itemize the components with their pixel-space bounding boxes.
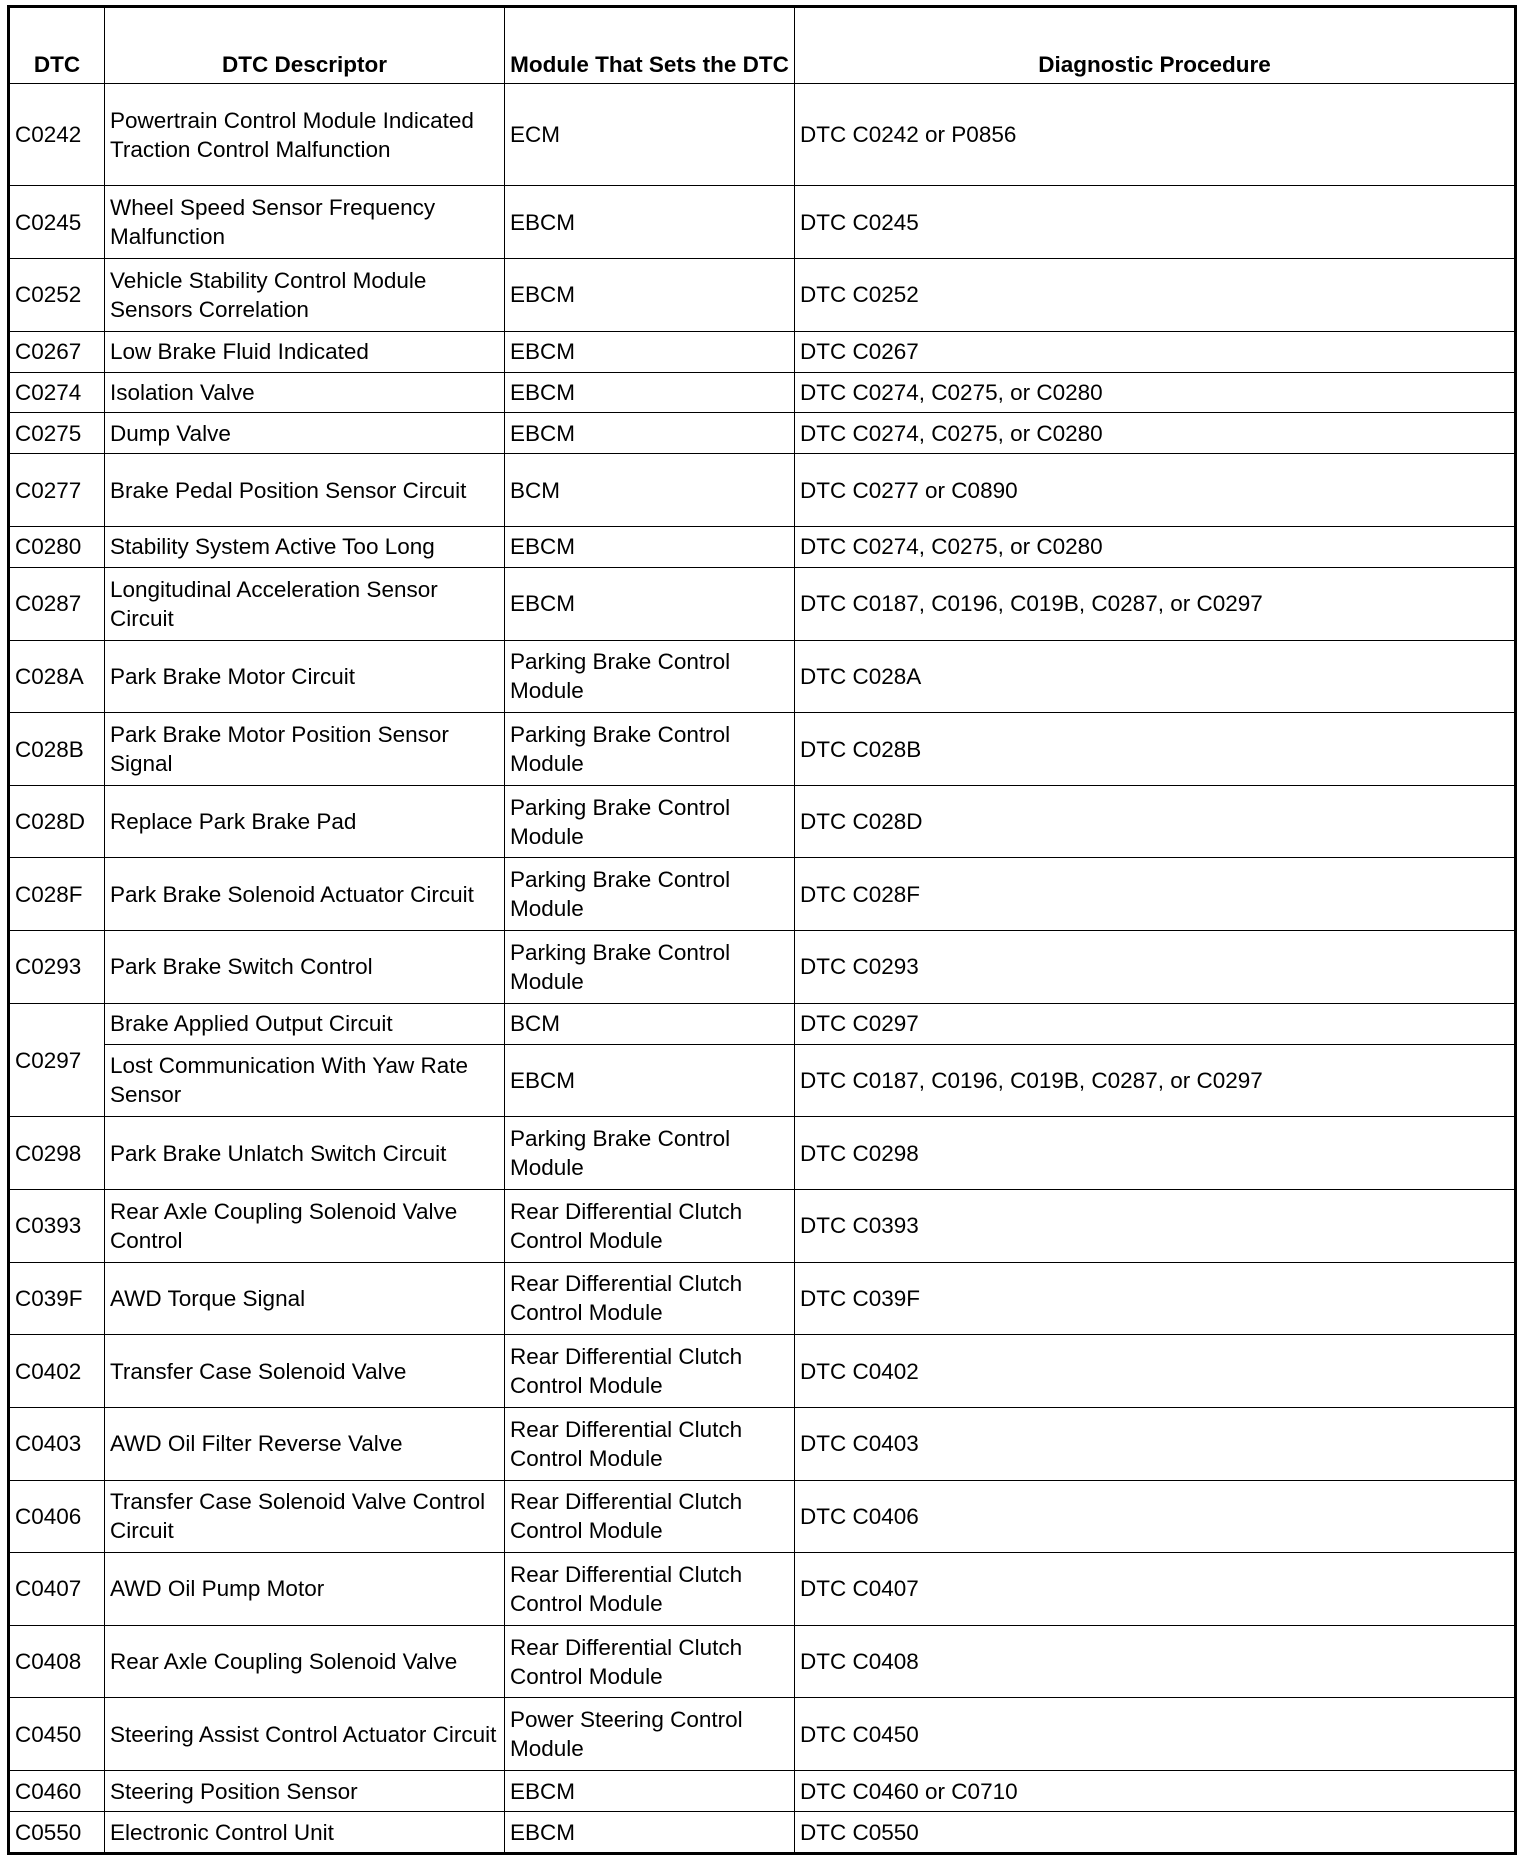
table-row xyxy=(9,1003,1516,1044)
cell-procedure: DTC C0393 xyxy=(795,1189,1516,1262)
cell-module: Parking Brake Control Module xyxy=(505,713,795,786)
cell-module: EBCM xyxy=(505,186,795,259)
cell-procedure: DTC C028F xyxy=(795,858,1516,931)
header-module: Module That Sets the DTC xyxy=(505,7,795,84)
cell-dtc: C028F xyxy=(9,858,105,931)
cell-descriptor: Park Brake Motor Position Sensor Signal xyxy=(105,713,505,786)
cell-procedure: DTC C0460 or C0710 xyxy=(795,1771,1516,1812)
cell-descriptor: Park Brake Switch Control xyxy=(105,931,505,1004)
cell-dtc: C0252 xyxy=(9,258,105,331)
cell-procedure: DTC C0450 xyxy=(795,1698,1516,1771)
cell-module: BCM xyxy=(505,454,795,527)
cell-descriptor: Steering Position Sensor xyxy=(105,1771,505,1812)
cell-dtc: C0293 xyxy=(9,931,105,1004)
cell-procedure: DTC C0274, C0275, or C0280 xyxy=(795,526,1516,567)
cell-procedure: DTC C0187, C0196, C019B, C0287, or C0297 xyxy=(795,1044,1516,1117)
cell-descriptor: Lost Communication With Yaw Rate Sensor xyxy=(105,1044,505,1117)
cell-dtc: C0297 xyxy=(9,1003,105,1117)
cell-module: EBCM xyxy=(505,413,795,454)
cell-module: ECM xyxy=(505,84,795,186)
cell-module: Rear Differential Clutch Control Module xyxy=(505,1335,795,1408)
cell-dtc: C0550 xyxy=(9,1812,105,1854)
cell-module: Parking Brake Control Module xyxy=(505,858,795,931)
cell-descriptor: Isolation Valve xyxy=(105,372,505,413)
cell-module: BCM xyxy=(505,1003,795,1044)
table-body xyxy=(9,84,1516,1854)
table-row xyxy=(9,526,1516,567)
cell-dtc: C0287 xyxy=(9,567,105,640)
table-row xyxy=(9,331,1516,372)
cell-dtc: C0267 xyxy=(9,331,105,372)
cell-procedure: DTC C0245 xyxy=(795,186,1516,259)
table-row xyxy=(9,1625,1516,1698)
cell-procedure: DTC C0252 xyxy=(795,258,1516,331)
cell-module: EBCM xyxy=(505,1044,795,1117)
cell-module: Rear Differential Clutch Control Module xyxy=(505,1407,795,1480)
cell-descriptor: Steering Assist Control Actuator Circuit xyxy=(105,1698,505,1771)
table-row xyxy=(9,1262,1516,1335)
cell-procedure: DTC C0297 xyxy=(795,1003,1516,1044)
header-descriptor: DTC Descriptor xyxy=(105,7,505,84)
cell-procedure: DTC C0402 xyxy=(795,1335,1516,1408)
cell-module: EBCM xyxy=(505,1771,795,1812)
cell-dtc: C0403 xyxy=(9,1407,105,1480)
cell-descriptor: Dump Valve xyxy=(105,413,505,454)
cell-procedure: DTC C028D xyxy=(795,785,1516,858)
table-row xyxy=(9,84,1516,186)
table-row xyxy=(9,1117,1516,1190)
cell-descriptor: Park Brake Solenoid Actuator Circuit xyxy=(105,858,505,931)
cell-procedure: DTC C0403 xyxy=(795,1407,1516,1480)
table-row xyxy=(9,1480,1516,1553)
cell-descriptor: Brake Applied Output Circuit xyxy=(105,1003,505,1044)
table-row xyxy=(9,1553,1516,1626)
cell-dtc: C0277 xyxy=(9,454,105,527)
table-row xyxy=(9,258,1516,331)
cell-dtc: C0274 xyxy=(9,372,105,413)
table-row xyxy=(9,413,1516,454)
table-row xyxy=(9,785,1516,858)
cell-module: Parking Brake Control Module xyxy=(505,1117,795,1190)
cell-descriptor: Rear Axle Coupling Solenoid Valve xyxy=(105,1625,505,1698)
cell-module: Parking Brake Control Module xyxy=(505,785,795,858)
cell-module: EBCM xyxy=(505,331,795,372)
cell-dtc: C0298 xyxy=(9,1117,105,1190)
cell-procedure: DTC C0407 xyxy=(795,1553,1516,1626)
cell-module: EBCM xyxy=(505,567,795,640)
cell-module: Rear Differential Clutch Control Module xyxy=(505,1189,795,1262)
cell-procedure: DTC C028A xyxy=(795,640,1516,713)
cell-module: Parking Brake Control Module xyxy=(505,640,795,713)
cell-procedure: DTC C0406 xyxy=(795,1480,1516,1553)
cell-procedure: DTC C0550 xyxy=(795,1812,1516,1854)
dtc-table xyxy=(7,5,1517,1855)
cell-dtc: C0275 xyxy=(9,413,105,454)
table-row xyxy=(9,858,1516,931)
cell-dtc: C0402 xyxy=(9,1335,105,1408)
cell-descriptor: AWD Oil Filter Reverse Valve xyxy=(105,1407,505,1480)
cell-procedure: DTC C028B xyxy=(795,713,1516,786)
cell-procedure: DTC C0293 xyxy=(795,931,1516,1004)
cell-descriptor: Park Brake Unlatch Switch Circuit xyxy=(105,1117,505,1190)
table-row xyxy=(9,1044,1516,1117)
cell-module: Rear Differential Clutch Control Module xyxy=(505,1553,795,1626)
cell-dtc: C028A xyxy=(9,640,105,713)
cell-module: EBCM xyxy=(505,258,795,331)
table-row xyxy=(9,931,1516,1004)
table-row xyxy=(9,1698,1516,1771)
cell-descriptor: Park Brake Motor Circuit xyxy=(105,640,505,713)
table-row xyxy=(9,1189,1516,1262)
cell-dtc: C0280 xyxy=(9,526,105,567)
cell-descriptor: Brake Pedal Position Sensor Circuit xyxy=(105,454,505,527)
cell-dtc: C0393 xyxy=(9,1189,105,1262)
header-row xyxy=(9,7,1516,84)
cell-descriptor: Wheel Speed Sensor Frequency Malfunction xyxy=(105,186,505,259)
cell-descriptor: Transfer Case Solenoid Valve Control Circuit xyxy=(105,1480,505,1553)
cell-descriptor: Electronic Control Unit xyxy=(105,1812,505,1854)
cell-procedure: DTC C039F xyxy=(795,1262,1516,1335)
cell-descriptor: AWD Torque Signal xyxy=(105,1262,505,1335)
cell-dtc: C0450 xyxy=(9,1698,105,1771)
cell-module: Rear Differential Clutch Control Module xyxy=(505,1625,795,1698)
cell-procedure: DTC C0408 xyxy=(795,1625,1516,1698)
cell-descriptor: Replace Park Brake Pad xyxy=(105,785,505,858)
cell-procedure: DTC C0267 xyxy=(795,331,1516,372)
cell-procedure: DTC C0274, C0275, or C0280 xyxy=(795,413,1516,454)
cell-procedure: DTC C0242 or P0856 xyxy=(795,84,1516,186)
table-row xyxy=(9,1812,1516,1854)
table-row xyxy=(9,186,1516,259)
table-row xyxy=(9,640,1516,713)
cell-descriptor: Powertrain Control Module Indicated Traction Control Malfunction xyxy=(105,84,505,186)
cell-descriptor: Stability System Active Too Long xyxy=(105,526,505,567)
cell-dtc: C028B xyxy=(9,713,105,786)
cell-dtc: C0406 xyxy=(9,1480,105,1553)
table-row xyxy=(9,1771,1516,1812)
table-row xyxy=(9,1335,1516,1408)
cell-module: Parking Brake Control Module xyxy=(505,931,795,1004)
cell-procedure: DTC C0277 or C0890 xyxy=(795,454,1516,527)
table-row xyxy=(9,567,1516,640)
cell-dtc: C0245 xyxy=(9,186,105,259)
cell-descriptor: AWD Oil Pump Motor xyxy=(105,1553,505,1626)
cell-module: Rear Differential Clutch Control Module xyxy=(505,1480,795,1553)
cell-procedure: DTC C0298 xyxy=(795,1117,1516,1190)
table-row xyxy=(9,454,1516,527)
table-row xyxy=(9,372,1516,413)
cell-procedure: DTC C0187, C0196, C019B, C0287, or C0297 xyxy=(795,567,1516,640)
cell-descriptor: Low Brake Fluid Indicated xyxy=(105,331,505,372)
cell-module: EBCM xyxy=(505,526,795,567)
cell-descriptor: Vehicle Stability Control Module Sensors Correlation xyxy=(105,258,505,331)
cell-dtc: C039F xyxy=(9,1262,105,1335)
header-procedure: Diagnostic Procedure xyxy=(795,7,1516,84)
cell-dtc: C0460 xyxy=(9,1771,105,1812)
cell-dtc: C0242 xyxy=(9,84,105,186)
cell-module: EBCM xyxy=(505,1812,795,1854)
cell-descriptor: Transfer Case Solenoid Valve xyxy=(105,1335,505,1408)
cell-descriptor: Longitudinal Acceleration Sensor Circuit xyxy=(105,567,505,640)
cell-module: EBCM xyxy=(505,372,795,413)
table-row xyxy=(9,713,1516,786)
header-dtc: DTC xyxy=(9,7,105,84)
table-row xyxy=(9,1407,1516,1480)
cell-dtc: C0408 xyxy=(9,1625,105,1698)
cell-module: Rear Differential Clutch Control Module xyxy=(505,1262,795,1335)
cell-dtc: C0407 xyxy=(9,1553,105,1626)
cell-descriptor: Rear Axle Coupling Solenoid Valve Control xyxy=(105,1189,505,1262)
cell-procedure: DTC C0274, C0275, or C0280 xyxy=(795,372,1516,413)
cell-module: Power Steering Control Module xyxy=(505,1698,795,1771)
cell-dtc: C028D xyxy=(9,785,105,858)
